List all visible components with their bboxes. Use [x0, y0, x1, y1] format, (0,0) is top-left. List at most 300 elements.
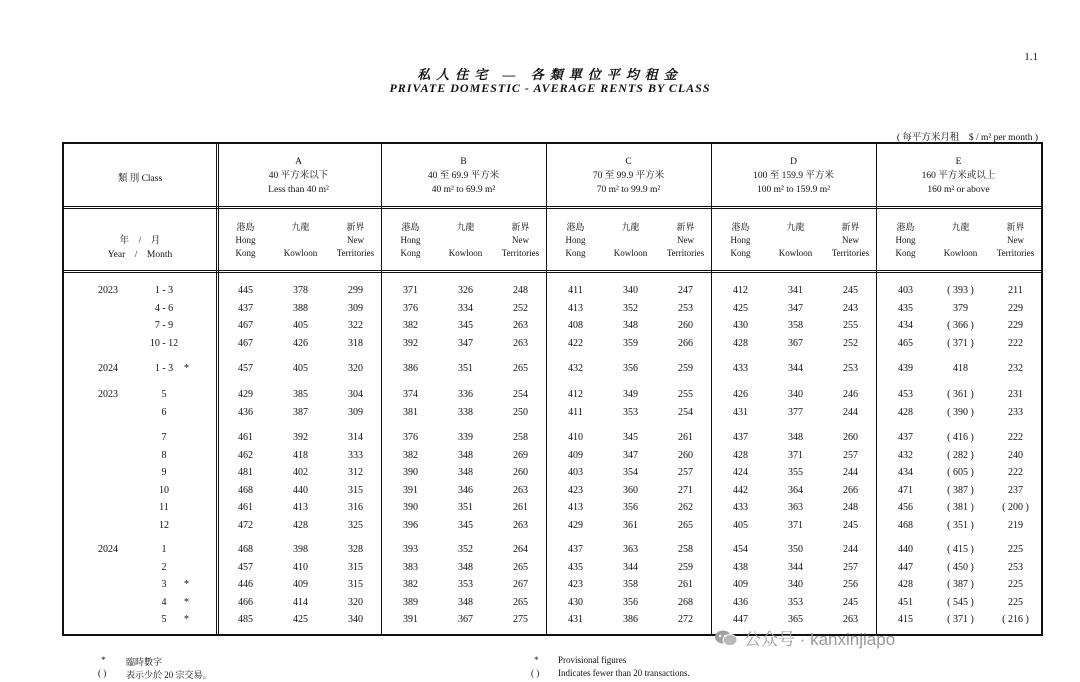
table-cell: 385: [293, 389, 308, 400]
table-cell: ( 371 ): [947, 338, 974, 349]
table-cell: 382: [403, 579, 418, 590]
table-cell: 398: [293, 544, 308, 555]
row-month: 1 - 3: [154, 363, 174, 374]
table-cell: 257: [843, 450, 858, 461]
table-cell: 435: [568, 562, 583, 573]
table-cell: 299: [348, 285, 363, 296]
district-header: 新界 New Territories: [996, 222, 1035, 258]
footnote-en-paren-symbol: ( ): [531, 668, 540, 678]
district-header: 新界 New Territories: [501, 222, 540, 258]
table-cell: 264: [513, 544, 528, 555]
row-month: 4: [161, 597, 167, 608]
table-cell: 410: [293, 562, 308, 573]
row-month: 3: [161, 579, 167, 590]
table-cell: 437: [898, 432, 913, 443]
table-cell: 429: [238, 389, 253, 400]
table-cell: 447: [898, 562, 913, 573]
table-cell: ( 393 ): [947, 285, 974, 296]
table-cell: ( 545 ): [947, 597, 974, 608]
table-cell: 263: [513, 485, 528, 496]
table-cell: 263: [513, 338, 528, 349]
watermark-text: 公众号 · kanxinjiapo: [744, 630, 896, 649]
table-cell: ( 387 ): [947, 485, 974, 496]
table-cell: ( 361 ): [947, 389, 974, 400]
table-cell: 428: [898, 579, 913, 590]
table-cell: 442: [733, 485, 748, 496]
wechat-icon: [714, 629, 738, 647]
table-cell: 336: [458, 389, 473, 400]
table-cell: 437: [238, 303, 253, 314]
table-cell: 272: [678, 614, 693, 625]
table-cell: 405: [293, 320, 308, 331]
table-cell: 468: [238, 485, 253, 496]
table-cell: 339: [458, 432, 473, 443]
table-cell: 340: [788, 579, 803, 590]
table-cell: 412: [568, 389, 583, 400]
table-cell: 314: [348, 432, 363, 443]
table-cell: 412: [733, 285, 748, 296]
table-cell: 328: [348, 544, 363, 555]
table-cell: 438: [733, 562, 748, 573]
table-cell: 222: [1008, 432, 1023, 443]
class-group-header: E 160 平方米或以上 160 m² or above: [921, 157, 996, 195]
row-month: 5: [161, 389, 167, 400]
table-cell: 363: [623, 544, 638, 555]
table-cell: 352: [458, 544, 473, 555]
table-cell: 426: [293, 338, 308, 349]
table-cell: 358: [788, 320, 803, 331]
table-cell: 248: [513, 285, 528, 296]
table-cell: 423: [568, 579, 583, 590]
row-month: 7: [161, 432, 167, 443]
rents-table: [62, 142, 1043, 636]
table-cell: 387: [293, 407, 308, 418]
table-cell: 353: [623, 407, 638, 418]
table-cell: 237: [1008, 485, 1023, 496]
row-month: 10: [159, 485, 169, 496]
year-month-header: 年 / 月 Year / Month: [107, 236, 173, 260]
table-cell: 453: [898, 389, 913, 400]
table-cell: 347: [788, 303, 803, 314]
table-cell: 245: [843, 597, 858, 608]
title-english: PRIVATE DOMESTIC - AVERAGE RENTS BY CLASS: [389, 81, 711, 95]
table-cell: 353: [458, 579, 473, 590]
table-cell: 325: [348, 520, 363, 531]
table-cell: 433: [733, 502, 748, 513]
table-cell: 348: [458, 467, 473, 478]
table-cell: 411: [568, 407, 583, 418]
table-cell: ( 200 ): [1002, 502, 1029, 513]
table-cell: 408: [568, 320, 583, 331]
table-cell: 471: [898, 485, 913, 496]
table-cell: 260: [513, 467, 528, 478]
table-cell: 451: [898, 597, 913, 608]
table-cell: 447: [733, 614, 748, 625]
class-group-header: C 70 至 99.9 平方米 70 m² to 99.9 m²: [592, 157, 665, 195]
table-cell: 430: [733, 320, 748, 331]
table-cell: 413: [568, 502, 583, 513]
provisional-marker: *: [184, 597, 189, 608]
class-group-header: D 100 至 159.9 平方米 100 m² to 159.9 m²: [753, 157, 834, 195]
row-month: 7 - 9: [154, 320, 174, 331]
table-cell: 454: [733, 544, 748, 555]
table-cell: 378: [293, 285, 308, 296]
table-cell: 389: [403, 597, 418, 608]
table-cell: 261: [678, 579, 693, 590]
watermark: [714, 625, 895, 650]
class-group-header: B 40 至 69.9 平方米 40 m² to 69.9 m²: [427, 157, 500, 195]
table-cell: 348: [458, 450, 473, 461]
row-month: 2: [161, 562, 167, 573]
table-cell: 388: [293, 303, 308, 314]
row-month: 12: [159, 520, 169, 531]
table-cell: 269: [513, 450, 528, 461]
table-cell: 315: [348, 562, 363, 573]
table-cell: 245: [843, 285, 858, 296]
table-cell: 355: [788, 467, 803, 478]
table-cell: 403: [898, 285, 913, 296]
table-cell: 409: [733, 579, 748, 590]
table-cell: 428: [293, 520, 308, 531]
table-cell: 381: [403, 407, 418, 418]
table-cell: 436: [733, 597, 748, 608]
table-cell: 347: [458, 338, 473, 349]
table-cell: 320: [348, 363, 363, 374]
table-cell: 222: [1008, 338, 1023, 349]
table-cell: 409: [293, 579, 308, 590]
table-cell: 428: [733, 450, 748, 461]
table-cell: ( 371 ): [947, 614, 974, 625]
table-cell: 263: [513, 520, 528, 531]
table-cell: 211: [1008, 285, 1023, 296]
table-cell: 390: [403, 502, 418, 513]
table-cell: 422: [568, 338, 583, 349]
table-cell: 411: [568, 285, 583, 296]
table-cell: 466: [238, 597, 253, 608]
table-cell: 344: [788, 562, 803, 573]
table-cell: 365: [788, 614, 803, 625]
table-cell: 348: [458, 597, 473, 608]
table-cell: 465: [898, 338, 913, 349]
table-cell: 429: [568, 520, 583, 531]
district-header: 港島 Hong Kong: [565, 222, 586, 258]
table-cell: 383: [403, 562, 418, 573]
table-cell: 309: [348, 407, 363, 418]
table-cell: 481: [238, 467, 253, 478]
table-cell: 341: [788, 285, 803, 296]
table-cell: 244: [843, 407, 858, 418]
table-cell: 462: [238, 450, 253, 461]
table-cell: 467: [238, 320, 253, 331]
district-header: 九龍 Kowloon: [943, 222, 978, 258]
district-header: 港島 Hong Kong: [730, 222, 751, 258]
table-cell: ( 605 ): [947, 467, 974, 478]
table-cell: 225: [1008, 597, 1023, 608]
table-cell: 446: [238, 579, 253, 590]
table-cell: 359: [623, 338, 638, 349]
table-cell: ( 387 ): [947, 579, 974, 590]
table-cell: 396: [403, 520, 418, 531]
table-cell: 219: [1008, 520, 1023, 531]
table-cell: 423: [568, 485, 583, 496]
table-cell: 261: [513, 502, 528, 513]
table-cell: 333: [348, 450, 363, 461]
table-cell: 263: [843, 614, 858, 625]
table-cell: 254: [678, 407, 693, 418]
table-cell: 425: [293, 614, 308, 625]
row-month: 5: [161, 614, 167, 625]
table-cell: 413: [568, 303, 583, 314]
row-month: 9: [161, 467, 167, 478]
table-cell: 345: [623, 432, 638, 443]
table-cell: 252: [513, 303, 528, 314]
table-cell: 265: [678, 520, 693, 531]
table-cell: 253: [1008, 562, 1023, 573]
table-cell: 250: [513, 407, 528, 418]
table-cell: 374: [403, 389, 418, 400]
district-header: 新界 New Territories: [666, 222, 705, 258]
table-cell: 244: [843, 467, 858, 478]
table-cell: 367: [458, 614, 473, 625]
table-cell: 347: [623, 450, 638, 461]
table-cell: ( 366 ): [947, 320, 974, 331]
table-cell: 445: [238, 285, 253, 296]
table-cell: 409: [568, 450, 583, 461]
table-cell: 248: [843, 502, 858, 513]
row-month: 4 - 6: [154, 303, 174, 314]
table-cell: 225: [1008, 579, 1023, 590]
page-number: 1.1: [1024, 51, 1038, 63]
table-cell: 252: [843, 338, 858, 349]
district-header: 新界 New Territories: [831, 222, 870, 258]
table-cell: 426: [733, 389, 748, 400]
row-month: 8: [161, 450, 167, 461]
table-cell: 257: [843, 562, 858, 573]
table-cell: 257: [678, 467, 693, 478]
table-cell: 268: [678, 597, 693, 608]
row-month: 10 - 12: [149, 338, 179, 349]
table-cell: 352: [623, 303, 638, 314]
row-month: 6: [161, 407, 167, 418]
footnote-zh-star-symbol: *: [101, 655, 106, 665]
district-header: 九龍 Kowloon: [778, 222, 813, 258]
unit-note: ( 每平方米月租 $ / m² per month ): [896, 133, 1038, 143]
table-cell: 364: [788, 485, 803, 496]
table-cell: 231: [1008, 389, 1023, 400]
table-cell: 358: [623, 579, 638, 590]
table-cell: 315: [348, 579, 363, 590]
footnote-zh-star-text: 臨時數字: [126, 657, 163, 667]
table-cell: 318: [348, 338, 363, 349]
table-cell: 428: [733, 338, 748, 349]
table-cell: ( 351 ): [947, 520, 974, 531]
table-cell: ( 416 ): [947, 432, 974, 443]
table-cell: 338: [458, 407, 473, 418]
table-cell: 258: [513, 432, 528, 443]
table-cell: 468: [898, 520, 913, 531]
row-month: 1: [161, 544, 167, 555]
table-cell: 371: [403, 285, 418, 296]
footnote-en-star-symbol: *: [534, 655, 539, 665]
table-cell: 434: [898, 467, 913, 478]
table-cell: ( 216 ): [1002, 614, 1029, 625]
table-cell: 253: [678, 303, 693, 314]
table-cell: 440: [293, 485, 308, 496]
footnote-zh-paren-symbol: ( ): [98, 668, 107, 678]
table-cell: 377: [788, 407, 803, 418]
table-cell: 225: [1008, 544, 1023, 555]
table-cell: 435: [898, 303, 913, 314]
table-cell: 247: [678, 285, 693, 296]
table-cell: 437: [733, 432, 748, 443]
table-cell: 350: [788, 544, 803, 555]
table-cell: 418: [293, 450, 308, 461]
row-year: 2023: [98, 389, 118, 400]
table-cell: 309: [348, 303, 363, 314]
table-cell: 433: [733, 363, 748, 374]
table-cell: 468: [238, 544, 253, 555]
table-cell: 259: [678, 363, 693, 374]
table-cell: 391: [403, 485, 418, 496]
table-cell: 260: [843, 432, 858, 443]
table-cell: 348: [623, 320, 638, 331]
table-cell: 240: [1008, 450, 1023, 461]
table-cell: 371: [788, 450, 803, 461]
table-cell: 432: [898, 450, 913, 461]
table-cell: 233: [1008, 407, 1023, 418]
row-year: 2023: [98, 285, 118, 296]
district-header: 九龍 Kowloon: [283, 222, 318, 258]
table-cell: 434: [898, 320, 913, 331]
table-cell: ( 390 ): [947, 407, 974, 418]
table-cell: 244: [843, 544, 858, 555]
table-cell: 265: [513, 562, 528, 573]
table-cell: 349: [623, 389, 638, 400]
district-header: 九龍 Kowloon: [613, 222, 648, 258]
table-cell: 414: [293, 597, 308, 608]
table-cell: 461: [238, 432, 253, 443]
table-cell: 348: [788, 432, 803, 443]
table-cell: 428: [898, 407, 913, 418]
table-cell: 367: [788, 338, 803, 349]
table-cell: 393: [403, 544, 418, 555]
table-cell: 340: [348, 614, 363, 625]
provisional-marker: *: [184, 614, 189, 625]
district-header: 九龍 Kowloon: [448, 222, 483, 258]
table-cell: 472: [238, 520, 253, 531]
table-cell: 403: [568, 467, 583, 478]
table-cell: 259: [678, 562, 693, 573]
table-cell: 461: [238, 502, 253, 513]
table-cell: 425: [733, 303, 748, 314]
table-cell: 431: [733, 407, 748, 418]
table-cell: 265: [513, 363, 528, 374]
table-cell: 440: [898, 544, 913, 555]
table-cell: 245: [843, 520, 858, 531]
table-cell: 246: [843, 389, 858, 400]
table-cell: 351: [458, 363, 473, 374]
table-cell: 361: [623, 520, 638, 531]
title-chinese: 私人住宅 — 各類單位平均租金: [417, 67, 683, 82]
table-cell: 265: [513, 597, 528, 608]
class-group-header: A 40 平方米以下 Less than 40 m²: [268, 157, 329, 195]
table-cell: 243: [843, 303, 858, 314]
table-cell: 410: [568, 432, 583, 443]
table-cell: 356: [623, 597, 638, 608]
table-cell: 386: [623, 614, 638, 625]
row-year: 2024: [98, 544, 118, 555]
table-cell: 345: [458, 320, 473, 331]
table-cell: 312: [348, 467, 363, 478]
table-cell: 353: [788, 597, 803, 608]
table-cell: 392: [403, 338, 418, 349]
table-cell: 376: [403, 303, 418, 314]
table-cell: 415: [898, 614, 913, 625]
table-cell: 360: [623, 485, 638, 496]
table-cell: 253: [843, 363, 858, 374]
table-cell: 258: [678, 544, 693, 555]
footnote-en-star-text: Provisional figures: [558, 655, 627, 665]
table-cell: 432: [568, 363, 583, 374]
table-cell: 418: [953, 363, 968, 374]
provisional-marker: *: [184, 363, 189, 374]
table-cell: 405: [733, 520, 748, 531]
district-header: 港島 Hong Kong: [235, 222, 256, 258]
table-cell: 413: [293, 502, 308, 513]
table-cell: 271: [678, 485, 693, 496]
table-cell: 371: [788, 520, 803, 531]
table-cell: 229: [1008, 303, 1023, 314]
table-cell: 316: [348, 502, 363, 513]
table-cell: 266: [843, 485, 858, 496]
table-cell: ( 415 ): [947, 544, 974, 555]
table-cell: 348: [458, 562, 473, 573]
table-cell: 456: [898, 502, 913, 513]
table-cell: 356: [623, 502, 638, 513]
table-cell: 322: [348, 320, 363, 331]
table-cell: 255: [843, 320, 858, 331]
table-cell: 467: [238, 338, 253, 349]
table-cell: 402: [293, 467, 308, 478]
district-header: 港島 Hong Kong: [895, 222, 916, 258]
table-cell: 344: [788, 363, 803, 374]
table-cell: 275: [513, 614, 528, 625]
row-month: 11: [159, 502, 169, 513]
table-cell: 263: [513, 320, 528, 331]
provisional-marker: *: [184, 579, 189, 590]
table-cell: 439: [898, 363, 913, 374]
table-cell: 340: [788, 389, 803, 400]
table-cell: 346: [458, 485, 473, 496]
table-cell: ( 282 ): [947, 450, 974, 461]
table-cell: 345: [458, 520, 473, 531]
table-cell: 386: [403, 363, 418, 374]
table-cell: 430: [568, 597, 583, 608]
table-cell: 363: [788, 502, 803, 513]
table-cell: 391: [403, 614, 418, 625]
table-cell: 390: [403, 467, 418, 478]
table-cell: 256: [843, 579, 858, 590]
table-cell: 431: [568, 614, 583, 625]
table-cell: 457: [238, 363, 253, 374]
table-cell: 304: [348, 389, 363, 400]
footnote-en-paren-text: Indicates fewer than 20 transactions.: [558, 668, 690, 678]
table-cell: 320: [348, 597, 363, 608]
table-cell: 405: [293, 363, 308, 374]
table-cell: 262: [678, 502, 693, 513]
table-cell: 260: [678, 450, 693, 461]
table-cell: 260: [678, 320, 693, 331]
